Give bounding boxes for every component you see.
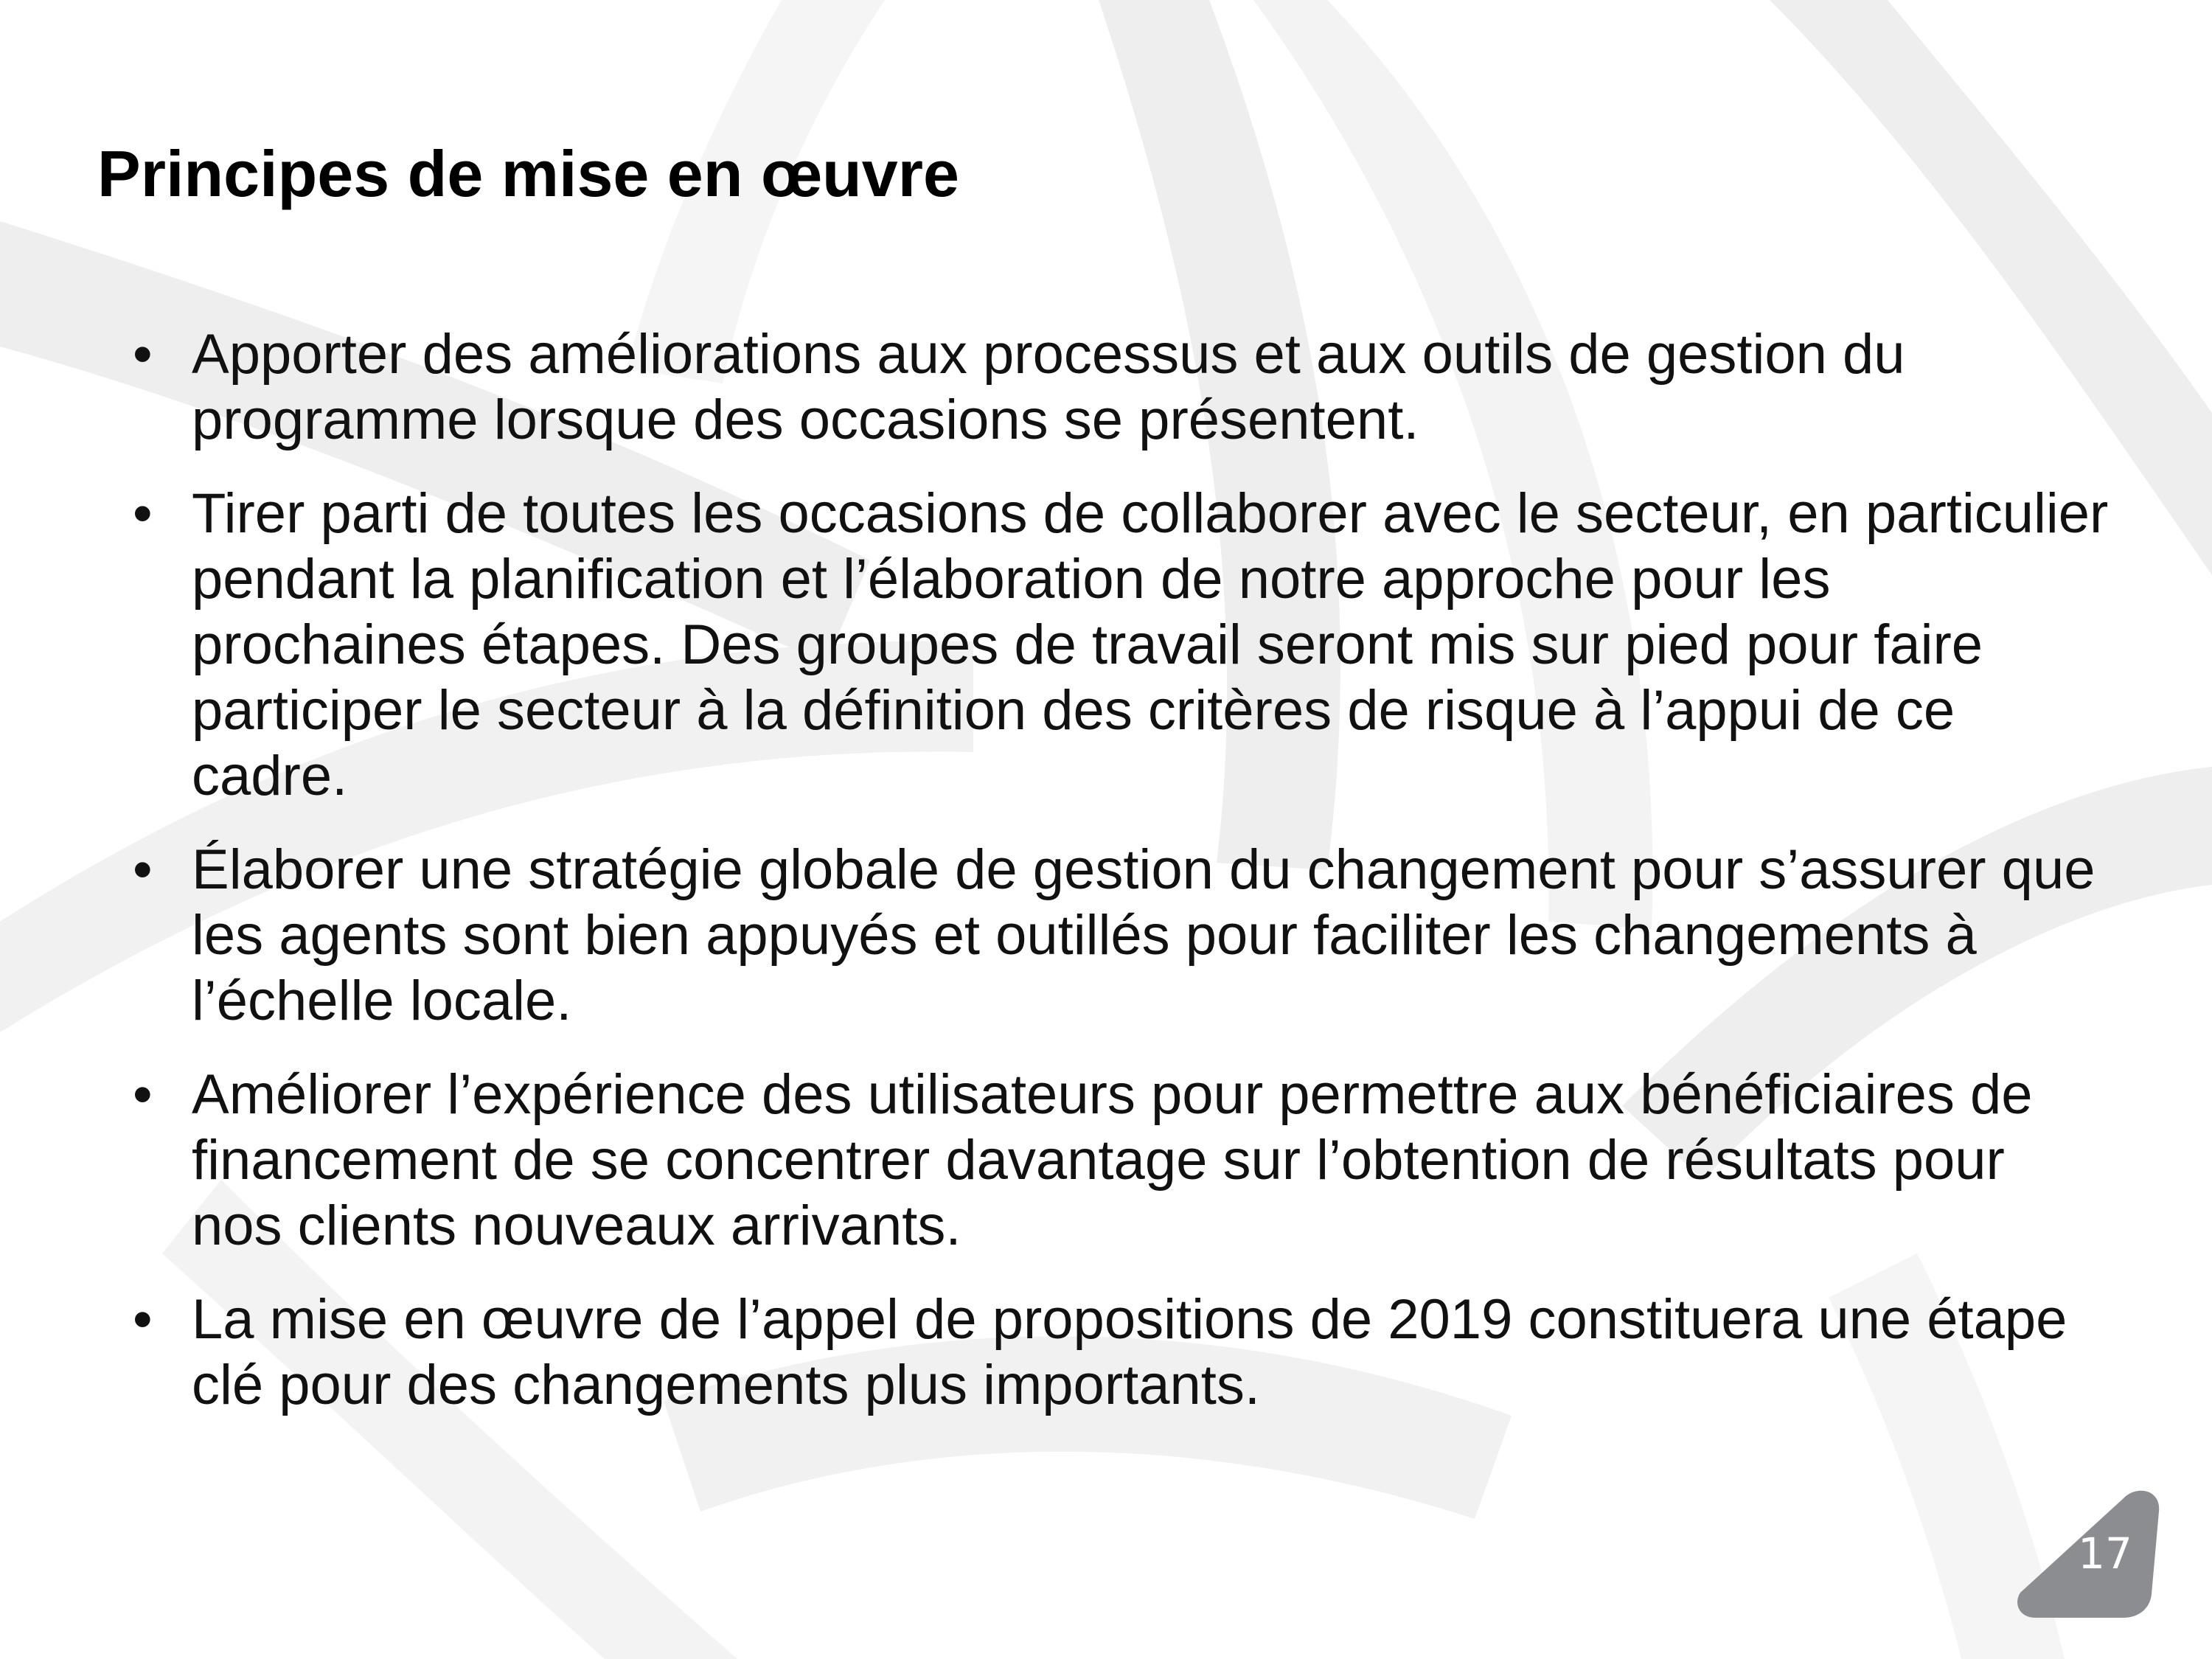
bullet-marker: • [133,323,153,386]
bullet-item [133,837,2109,1034]
bullet-item [133,321,2109,453]
slide-title: Principes de mise en œuvre [97,137,959,210]
bullet-list [133,321,2109,1446]
bullet-item [133,1287,2109,1418]
bullet-marker: • [133,1063,153,1126]
bullet-text: Élaborer une stratégie globale de gestion du changement pour s’assurer que les agents sont bien appuyés et outillés pour faciliter les changements à l’échelle locale. [192,838,2096,1032]
page-number-badge [2013,1484,2168,1624]
bullet-marker: • [133,482,153,545]
bullet-marker: • [133,838,153,901]
bullet-text: La mise en œuvre de l’appel de propositions de 2019 constituera une étape clé pour des changements plus importants. [192,1288,2067,1416]
bullet-text: Apporter des améliorations aux processus et aux outils de gestion du programme lorsque des occasions se présentent. [192,323,1905,451]
bullet-item [133,1062,2109,1259]
page-number: 17 [2078,1528,2132,1579]
bullet-text: Tirer parti de toutes les occasions de collaborer avec le secteur, en particulier pendant la planification et l’élaboration de notre approche pour les prochaines étapes. Des groupes de travail seront mis sur pied pour faire participer le secteur à la définition des critères de risque à l’appui de ce cadre. [192,482,2109,807]
bullet-marker: • [133,1288,153,1351]
bullet-item [133,481,2109,809]
bullet-text: Améliorer l’expérience des utilisateurs pour permettre aux bénéficiaires de financement de se concentrer davantage sur l’obtention de résultats pour nos clients nouveaux arrivants. [192,1063,2033,1257]
